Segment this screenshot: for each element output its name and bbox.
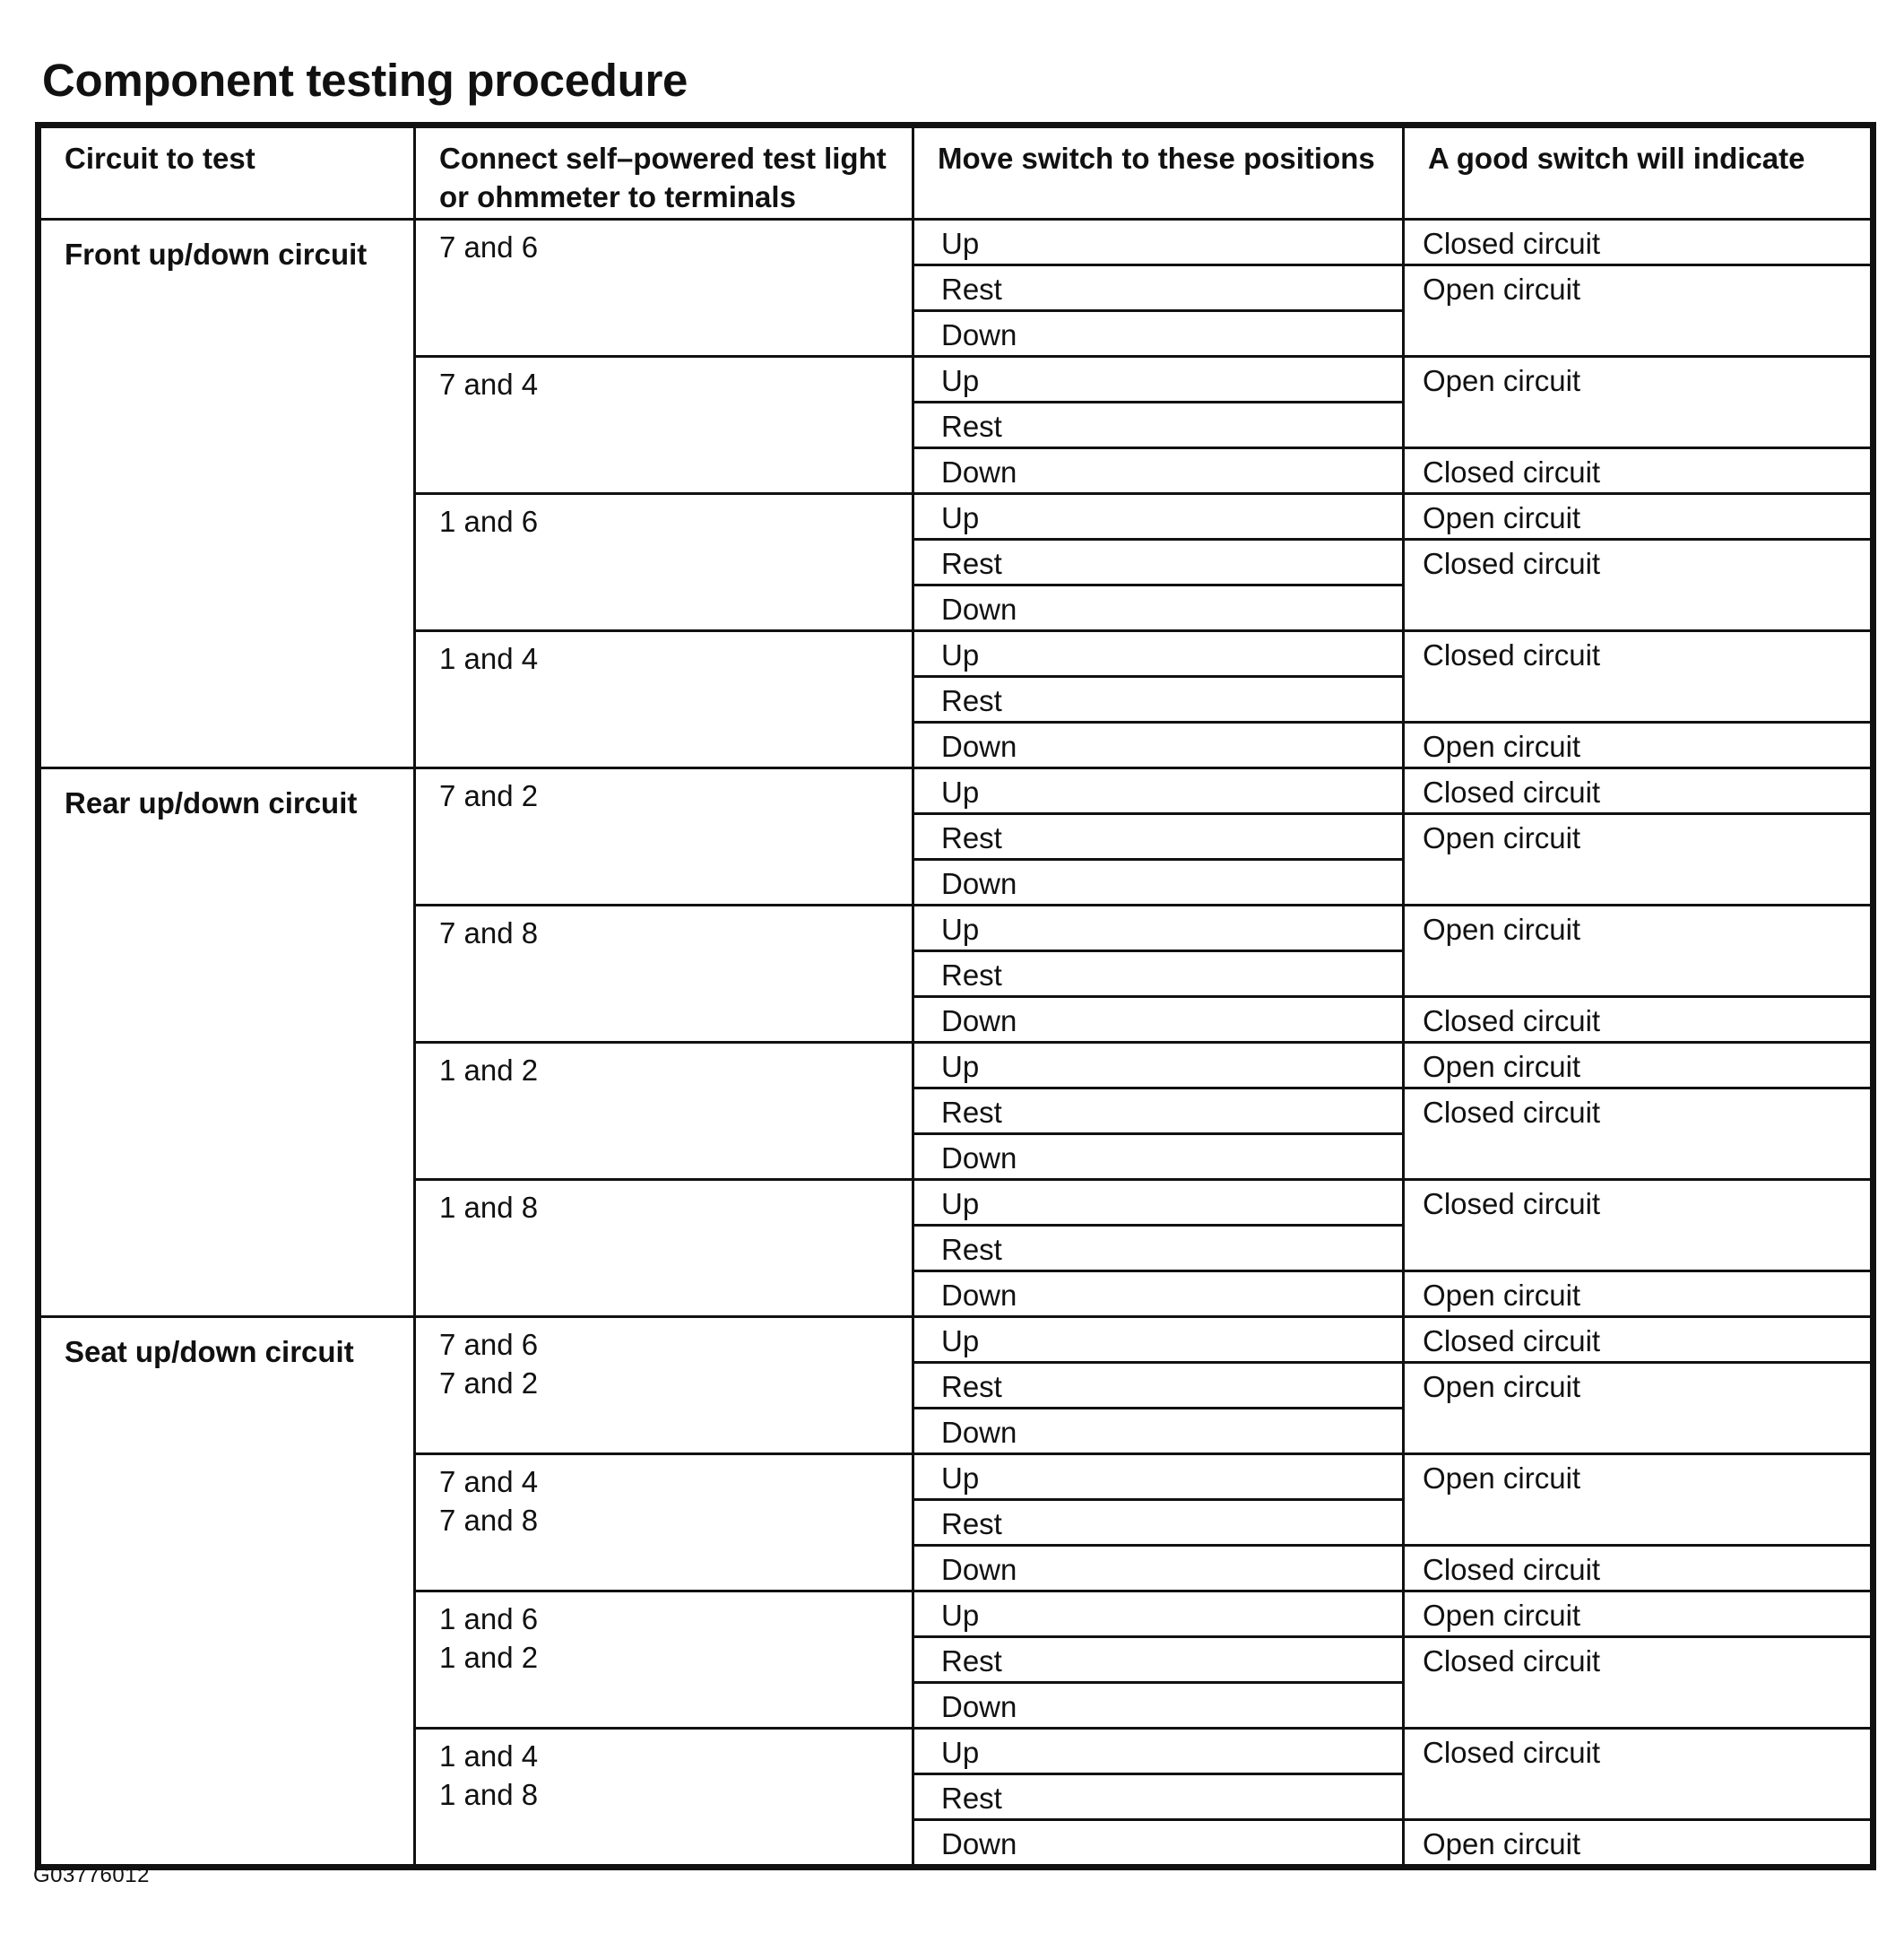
switch-position: Rest: [913, 814, 1404, 860]
indication-result: Closed circuit: [1404, 1729, 1874, 1820]
page-title: Component testing procedure: [42, 55, 688, 106]
terminals-cell: [415, 1591, 913, 1729]
terminal-pair: 7 and 2: [439, 779, 539, 812]
terminal-pair: 7 and 2: [439, 1366, 539, 1400]
terminals-cell: [415, 494, 913, 631]
indication-result: Closed circuit: [1404, 448, 1874, 494]
indication-result: Open circuit: [1404, 1454, 1874, 1546]
terminal-pair: 1 and 2: [439, 1641, 539, 1674]
table-body: [39, 126, 1874, 1868]
indication-result: Open circuit: [1404, 1591, 1874, 1637]
table-row: [39, 1317, 1874, 1363]
terminals-cell: [415, 357, 913, 494]
indication-result: Closed circuit: [1404, 1317, 1874, 1363]
terminals-cell: [415, 768, 913, 906]
indication-result: Open circuit: [1404, 1043, 1874, 1088]
terminal-pair: 1 and 4: [439, 642, 539, 675]
switch-position: Down: [913, 997, 1404, 1043]
switch-position: Up: [913, 494, 1404, 540]
indication-result: Open circuit: [1404, 1820, 1874, 1868]
switch-position: Down: [913, 723, 1404, 768]
terminal-pair: 7 and 4: [439, 1465, 539, 1498]
table-row: [39, 220, 1874, 265]
terminals-cell: [415, 1180, 913, 1317]
indication-result: Open circuit: [1404, 814, 1874, 906]
circuit-name: Front up/down circuit: [39, 220, 415, 768]
indication-result: Closed circuit: [1404, 1546, 1874, 1591]
indication-result: Closed circuit: [1404, 1180, 1874, 1271]
terminal-pair: 7 and 6: [439, 230, 539, 264]
terminal-pair: 1 and 8: [439, 1778, 539, 1811]
switch-position: Up: [913, 768, 1404, 814]
switch-position: Rest: [913, 403, 1404, 448]
terminal-pair: 1 and 8: [439, 1191, 539, 1224]
switch-position: Up: [913, 1729, 1404, 1774]
switch-position: Rest: [913, 1500, 1404, 1546]
switch-position: Rest: [913, 1226, 1404, 1271]
terminals-cell: [415, 906, 913, 1043]
terminal-pair: 1 and 6: [439, 1602, 539, 1635]
figure-reference: G03776012: [33, 1863, 150, 1887]
switch-position: Rest: [913, 677, 1404, 723]
switch-position: Rest: [913, 951, 1404, 997]
table-row: [39, 768, 1874, 814]
terminals-cell: [415, 631, 913, 768]
terminals-cell: [415, 1317, 913, 1454]
switch-position: Down: [913, 311, 1404, 357]
indication-result: Closed circuit: [1404, 220, 1874, 265]
indication-result: Open circuit: [1404, 265, 1874, 357]
indication-result: Open circuit: [1404, 906, 1874, 997]
indication-result: Closed circuit: [1404, 631, 1874, 723]
switch-position: Up: [913, 1180, 1404, 1226]
header-row: [39, 126, 1874, 220]
switch-position: Down: [913, 1271, 1404, 1317]
indication-result: Closed circuit: [1404, 1088, 1874, 1180]
switch-position: Down: [913, 1409, 1404, 1454]
circuit-name: Rear up/down circuit: [39, 768, 415, 1317]
terminal-pair: 7 and 8: [439, 1504, 539, 1537]
indication-result: Closed circuit: [1404, 540, 1874, 631]
header-terminals: Connect self–powered test light or ohmmeter to terminals: [415, 126, 913, 220]
switch-position: Rest: [913, 1774, 1404, 1820]
switch-position: Up: [913, 906, 1404, 951]
terminal-pair: 7 and 8: [439, 916, 539, 949]
terminal-pair: 1 and 6: [439, 505, 539, 538]
terminal-pair: 1 and 4: [439, 1739, 539, 1773]
testing-table: [35, 122, 1876, 1870]
terminals-cell: [415, 1454, 913, 1591]
indication-result: Open circuit: [1404, 494, 1874, 540]
switch-position: Rest: [913, 540, 1404, 585]
switch-position: Up: [913, 1317, 1404, 1363]
switch-position: Down: [913, 1820, 1404, 1868]
indication-result: Open circuit: [1404, 1363, 1874, 1454]
switch-position: Up: [913, 1454, 1404, 1500]
indication-result: Open circuit: [1404, 723, 1874, 768]
switch-position: Down: [913, 860, 1404, 906]
terminals-cell: [415, 220, 913, 357]
header-circuit: Circuit to test: [39, 126, 415, 220]
header-indication: A good switch will indicate: [1404, 126, 1874, 220]
switch-position: Down: [913, 448, 1404, 494]
indication-result: Closed circuit: [1404, 1637, 1874, 1729]
terminal-pair: 1 and 2: [439, 1054, 539, 1087]
terminal-pair: 7 and 4: [439, 368, 539, 401]
switch-position: Up: [913, 357, 1404, 403]
switch-position: Down: [913, 585, 1404, 631]
switch-position: Rest: [913, 265, 1404, 311]
switch-position: Down: [913, 1683, 1404, 1729]
switch-position: Up: [913, 631, 1404, 677]
circuit-name: Seat up/down circuit: [39, 1317, 415, 1868]
terminal-pair: 7 and 6: [439, 1328, 539, 1361]
indication-result: Closed circuit: [1404, 768, 1874, 814]
switch-position: Down: [913, 1134, 1404, 1180]
switch-position: Up: [913, 1043, 1404, 1088]
switch-position: Rest: [913, 1363, 1404, 1409]
switch-position: Up: [913, 220, 1404, 265]
terminals-cell: [415, 1729, 913, 1868]
indication-result: Closed circuit: [1404, 997, 1874, 1043]
terminals-cell: [415, 1043, 913, 1180]
indication-result: Open circuit: [1404, 1271, 1874, 1317]
indication-result: Open circuit: [1404, 357, 1874, 448]
switch-position: Rest: [913, 1637, 1404, 1683]
switch-position: Down: [913, 1546, 1404, 1591]
switch-position: Rest: [913, 1088, 1404, 1134]
header-positions: Move switch to these positions: [913, 126, 1404, 220]
switch-position: Up: [913, 1591, 1404, 1637]
